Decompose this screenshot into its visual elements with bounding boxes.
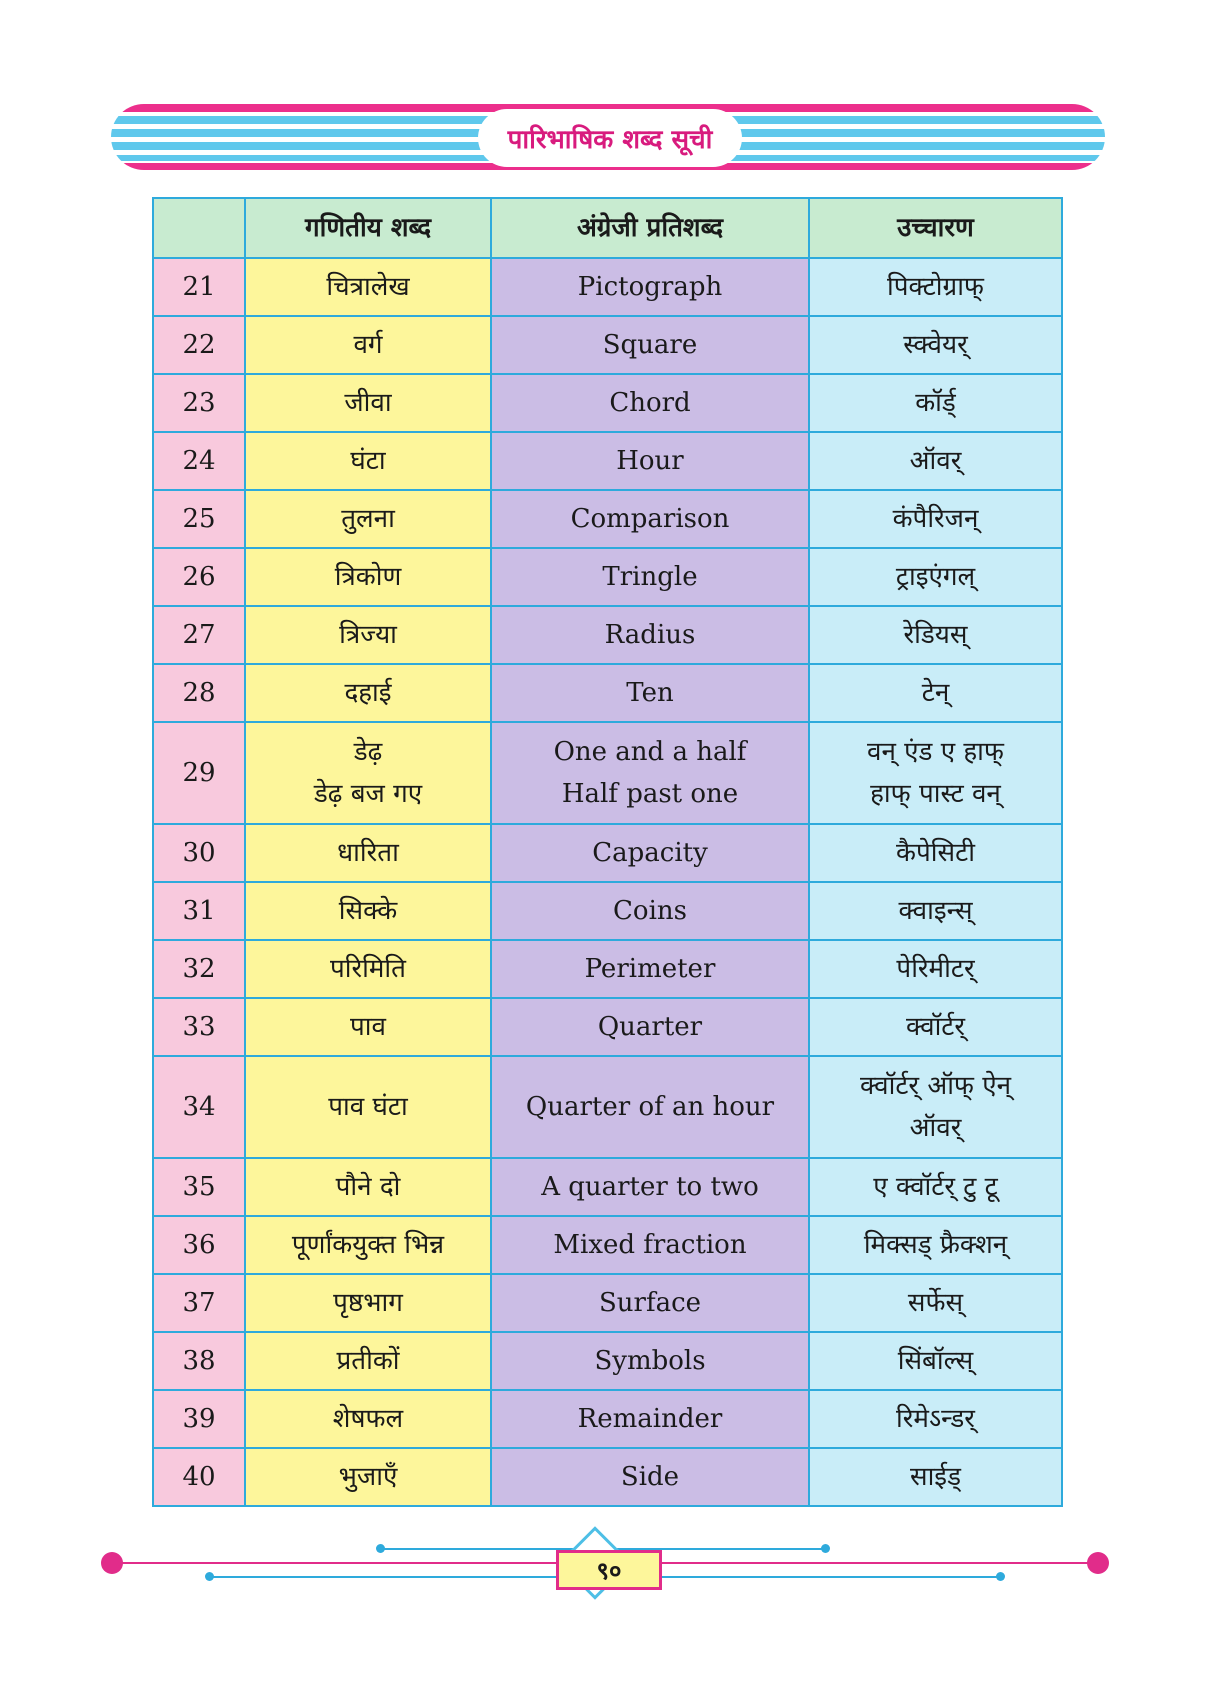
page-title: पारिभाषिक शब्द सूची: [478, 109, 742, 167]
column-header-number: [153, 198, 245, 258]
pronunciation-cell-line: ऑवर्: [909, 446, 962, 476]
math-term-cell-line: परिमिति: [330, 954, 406, 984]
english-term-cell: [491, 1448, 809, 1506]
table-row: [153, 824, 1062, 882]
english-term-cell-line: Comparison: [570, 504, 730, 534]
column-header-english-term: अंग्रेजी प्रतिशब्द: [491, 198, 809, 258]
english-term-cell: [491, 1332, 809, 1390]
math-term-cell-line: शेषफल: [332, 1404, 404, 1434]
math-term-cell: [245, 664, 491, 722]
math-term-cell-line: धारिता: [337, 838, 399, 868]
pronunciation-cell: [809, 316, 1062, 374]
pronunciation-cell: [809, 432, 1062, 490]
math-term-cell: [245, 722, 491, 824]
pronunciation-cell-line: सर्फेस्: [907, 1288, 964, 1318]
pronunciation-cell: [809, 1448, 1062, 1506]
row-number: 35: [153, 1158, 245, 1216]
table-row: [153, 722, 1062, 824]
english-term-cell-line: Pictograph: [577, 272, 723, 302]
english-term-cell: [491, 1158, 809, 1216]
english-term-cell: [491, 940, 809, 998]
row-number: 23: [153, 374, 245, 432]
table-row: [153, 548, 1062, 606]
footer-dot-blue-1: [376, 1544, 385, 1553]
table-row: [153, 258, 1062, 316]
pronunciation-cell: [809, 1158, 1062, 1216]
pronunciation-cell: [809, 722, 1062, 824]
row-number: 22: [153, 316, 245, 374]
footer-dot-blue-3: [205, 1572, 214, 1581]
pronunciation-cell-line: पिक्टोग्राफ्: [887, 272, 984, 302]
math-term-cell-line: त्रिकोण: [334, 562, 402, 592]
table-row: [153, 374, 1062, 432]
math-term-cell-line: पाव घंटा: [328, 1092, 408, 1122]
math-term-cell-line: प्रतीकों: [336, 1346, 400, 1376]
math-term-cell: [245, 1216, 491, 1274]
math-term-cell-line: पाव: [350, 1012, 386, 1042]
pronunciation-cell: [809, 882, 1062, 940]
pronunciation-cell: [809, 490, 1062, 548]
page-number: ९०: [596, 1556, 622, 1585]
english-term-cell-line: Chord: [609, 388, 691, 418]
table-row: [153, 664, 1062, 722]
math-term-cell: [245, 432, 491, 490]
english-term-cell: [491, 374, 809, 432]
table-row: [153, 1448, 1062, 1506]
math-term-cell-line: पूर्णांकयुक्त भिन्न: [291, 1230, 445, 1260]
footer-dot-blue-4: [996, 1572, 1005, 1581]
table-row: [153, 1158, 1062, 1216]
row-number: 25: [153, 490, 245, 548]
english-term-cell: [491, 1390, 809, 1448]
footer-dot-left: [101, 1552, 123, 1574]
table-row: [153, 316, 1062, 374]
pronunciation-cell: [809, 374, 1062, 432]
english-term-cell-line: Hour: [616, 446, 684, 476]
table-row: [153, 432, 1062, 490]
english-term-cell-line: Coins: [613, 896, 687, 926]
math-term-cell-line: चित्रालेख: [326, 272, 410, 302]
english-term-cell: [491, 664, 809, 722]
pronunciation-cell-line: ए क्वॉर्टर् टु टू: [873, 1172, 998, 1202]
pronunciation-cell: [809, 1332, 1062, 1390]
footer-dot-blue-2: [821, 1544, 830, 1553]
english-term-cell: [491, 258, 809, 316]
row-number: 24: [153, 432, 245, 490]
english-term-cell: [491, 998, 809, 1056]
math-term-cell: [245, 490, 491, 548]
math-term-cell: [245, 940, 491, 998]
math-term-cell: [245, 1158, 491, 1216]
pronunciation-cell-line: साईड्: [910, 1462, 961, 1492]
row-number: 32: [153, 940, 245, 998]
pronunciation-cell: [809, 998, 1062, 1056]
math-term-cell: [245, 606, 491, 664]
math-term-cell-line: घंटा: [350, 446, 386, 476]
pronunciation-cell: [809, 606, 1062, 664]
math-term-cell: [245, 374, 491, 432]
english-term-cell-line: Ten: [626, 678, 674, 708]
row-number: 38: [153, 1332, 245, 1390]
english-term-cell-line: Quarter: [597, 1012, 703, 1042]
pronunciation-cell-line: कंपैरिजन्: [892, 504, 979, 534]
column-header-math-term: गणितीय शब्द: [245, 198, 491, 258]
row-number: 27: [153, 606, 245, 664]
pronunciation-cell: [809, 824, 1062, 882]
pronunciation-cell-line: रेडियस्: [903, 620, 968, 650]
pronunciation-cell: [809, 1390, 1062, 1448]
pronunciation-cell-line: क्वॉर्टर् ऑफ् ऐन्: [859, 1071, 1012, 1101]
english-term-cell-line: Capacity: [592, 838, 708, 868]
pronunciation-cell-line: सिंबॉल्स्: [897, 1346, 974, 1376]
math-term-cell-line: त्रिज्या: [339, 620, 397, 650]
pronunciation-cell-line: मिक्सड् फ्रैक्शन्: [863, 1230, 1008, 1260]
table-row: [153, 606, 1062, 664]
english-term-cell-line: A quarter to two: [541, 1172, 759, 1202]
english-term-cell: [491, 490, 809, 548]
pronunciation-cell: [809, 940, 1062, 998]
row-number: 29: [153, 722, 245, 824]
table-row: [153, 940, 1062, 998]
row-number: 40: [153, 1448, 245, 1506]
pronunciation-cell-line: कैपेसिटी: [896, 838, 975, 868]
glossary-table: [152, 197, 1063, 1507]
english-term-cell: [491, 316, 809, 374]
math-term-cell: [245, 882, 491, 940]
table-row: [153, 1056, 1062, 1158]
math-term-cell-line: वर्ग: [353, 330, 383, 360]
pronunciation-cell-line: वन् एंड ए हाफ्: [867, 737, 1004, 767]
table-row: [153, 1216, 1062, 1274]
pronunciation-cell-line: ट्राइएंगल्: [895, 562, 976, 592]
math-term-cell: [245, 824, 491, 882]
table-row: [153, 1274, 1062, 1332]
math-term-cell-line: जीवा: [344, 388, 392, 418]
math-term-cell-line: डेढ़: [353, 737, 383, 767]
math-term-cell-line: सिक्के: [338, 896, 398, 926]
footer-line-left: [112, 1562, 558, 1564]
math-term-cell-line: पौने दो: [335, 1172, 401, 1202]
english-term-cell-line: Surface: [598, 1288, 702, 1318]
pronunciation-cell: [809, 1056, 1062, 1158]
english-term-cell-line: Side: [620, 1462, 680, 1492]
math-term-cell-line: पृष्ठभाग: [333, 1288, 403, 1318]
english-term-cell-line: Tringle: [602, 562, 698, 592]
row-number: 37: [153, 1274, 245, 1332]
math-term-cell: [245, 1332, 491, 1390]
glossary-body: [153, 258, 1062, 1506]
english-term-cell-line: Quarter of an hour: [525, 1092, 775, 1122]
pronunciation-cell: [809, 1274, 1062, 1332]
english-term-cell: [491, 722, 809, 824]
english-term-cell: [491, 548, 809, 606]
row-number: 26: [153, 548, 245, 606]
english-term-cell: [491, 432, 809, 490]
table-row: [153, 882, 1062, 940]
table-row: [153, 1390, 1062, 1448]
english-term-cell-line: Half past one: [561, 779, 739, 809]
math-term-cell: [245, 1448, 491, 1506]
table-row: [153, 998, 1062, 1056]
column-header-pronunciation: उच्चारण: [809, 198, 1062, 258]
pronunciation-cell: [809, 1216, 1062, 1274]
math-term-cell-line: डेढ़ बज गए: [313, 779, 423, 809]
math-term-cell: [245, 316, 491, 374]
pronunciation-cell-line: टेन्: [921, 678, 950, 708]
row-number: 30: [153, 824, 245, 882]
row-number: 21: [153, 258, 245, 316]
english-term-cell-line: Mixed fraction: [553, 1230, 747, 1260]
math-term-cell: [245, 998, 491, 1056]
row-number: 33: [153, 998, 245, 1056]
english-term-cell: [491, 824, 809, 882]
math-term-cell-line: भुजाएँ: [338, 1462, 398, 1492]
math-term-cell: [245, 258, 491, 316]
english-term-cell-line: One and a half: [553, 737, 747, 767]
english-term-cell: [491, 1274, 809, 1332]
english-term-cell-line: Remainder: [577, 1404, 723, 1434]
english-term-cell-line: Perimeter: [584, 954, 716, 984]
pronunciation-cell-line: क्वॉर्टर्: [905, 1012, 966, 1042]
table-header-row: [153, 198, 1062, 258]
row-number: 28: [153, 664, 245, 722]
table-row: [153, 490, 1062, 548]
pronunciation-cell-line: स्क्वेयर्: [903, 330, 968, 360]
pronunciation-cell-line: कॉर्ड्: [915, 388, 956, 418]
english-term-cell-line: Square: [602, 330, 698, 360]
math-term-cell: [245, 548, 491, 606]
pronunciation-cell: [809, 258, 1062, 316]
pronunciation-cell: [809, 548, 1062, 606]
pronunciation-cell-line: पेरिमीटर्: [896, 954, 975, 984]
row-number: 31: [153, 882, 245, 940]
pronunciation-cell: [809, 664, 1062, 722]
pronunciation-cell-line: रिमेऽन्डर्: [896, 1404, 975, 1434]
footer-dot-right: [1087, 1552, 1109, 1574]
table-row: [153, 1332, 1062, 1390]
math-term-cell: [245, 1390, 491, 1448]
english-term-cell: [491, 1056, 809, 1158]
math-term-cell: [245, 1056, 491, 1158]
row-number: 39: [153, 1390, 245, 1448]
pronunciation-cell-line: क्वाइन्स्: [898, 896, 973, 926]
english-term-cell-line: Symbols: [594, 1346, 706, 1376]
pronunciation-cell-line: हाफ् पास्ट वन्: [870, 779, 1001, 809]
row-number: 36: [153, 1216, 245, 1274]
math-term-cell-line: तुलना: [341, 504, 395, 534]
math-term-cell-line: दहाई: [344, 678, 392, 708]
english-term-cell: [491, 606, 809, 664]
row-number: 34: [153, 1056, 245, 1158]
english-term-cell-line: Radius: [604, 620, 696, 650]
footer-line-right: [656, 1562, 1096, 1564]
math-term-cell: [245, 1274, 491, 1332]
pronunciation-cell-line: ऑवर्: [909, 1113, 962, 1143]
english-term-cell: [491, 882, 809, 940]
english-term-cell: [491, 1216, 809, 1274]
